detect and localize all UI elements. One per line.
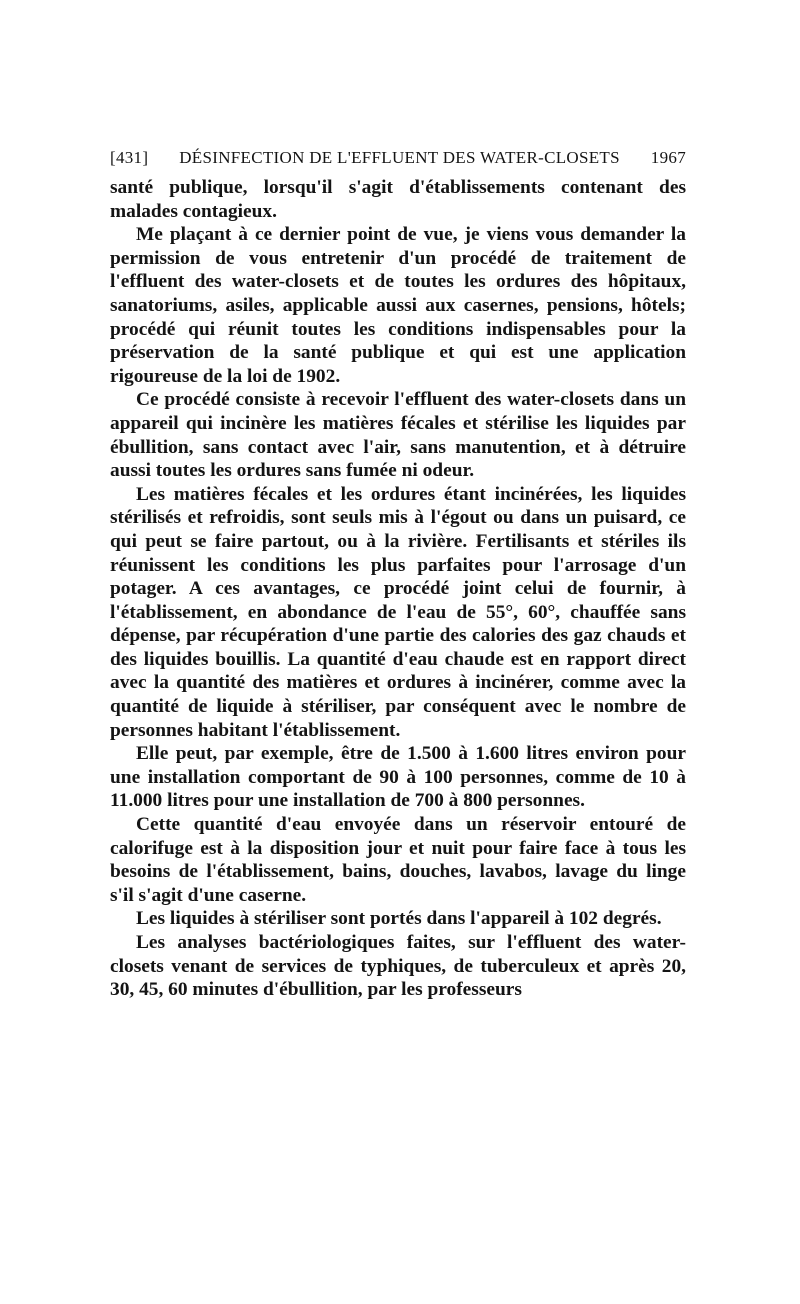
running-title: DÉSINFECTION DE L'EFFLUENT DES WATER-CLOSETS xyxy=(179,148,620,167)
section-number: [431] xyxy=(110,148,149,167)
paragraph: Les liquides à stériliser sont portés dans l'appareil à 102 degrés. xyxy=(136,908,662,930)
paragraph: Les analyses bactériologiques faites, sur l'effluent des water-closets venant de services de typhiques, de tuberculeux et après 20, 30, 45, 60 minutes d'ébullition, par les professeurs xyxy=(110,932,686,1001)
paragraph: Me plaçant à ce dernier point de vue, je viens vous demander la permission de vous entretenir d'un procédé de traitement de l'effluent des water-closets et de toutes les ordures des hôpitaux, sanatoriums, asiles, applicable aussi aux casernes, pensions, hôtels; procédé qui réunit toutes les conditions indispensables pour la préservation de la santé publique et qui est une application rigoureuse de la loi de 1902. xyxy=(110,224,686,387)
paragraph: Cette quantité d'eau envoyée dans un réservoir entouré de calorifuge est à la disposition jour et nuit pour faire face à tous les besoins de l'établissement, bains, douches, lavabos, lavage du linge s'il s'agit d'une caserne. xyxy=(110,814,686,906)
page-number: 1967 xyxy=(650,148,686,167)
running-header xyxy=(110,148,686,168)
paragraph: Elle peut, par exemple, être de 1.500 à 1.600 litres environ pour une installation comportant de 90 à 100 personnes, comme de 10 à 11.000 litres pour une installation de 700 à 800 personnes. xyxy=(110,743,686,812)
document-page xyxy=(110,148,686,1002)
body-text xyxy=(110,176,686,1002)
paragraph: santé publique, lorsqu'il s'agit d'établissements contenant des malades contagieux. xyxy=(110,177,686,222)
paragraph: Ce procédé consiste à recevoir l'effluent des water-closets dans un appareil qui incinère les matières fécales et stérilise les liquides par ébullition, sans contact avec l'air, sans manutention, et à détruire aussi toutes les ordures sans fumée ni odeur. xyxy=(110,389,686,482)
paragraph: Les matières fécales et les ordures étant incinérées, les liquides stérilisés et refroidis, sont seuls mis à l'égout ou dans un puisard, ce qui peut se faire partout, ou à la rivière. Fertilisants et stériles ils réunissent les conditions les plus parfaites pour l'arrosage d'un potager. A ces avantages, ce procédé joint celui de fournir, à l'établissement, en abondance de l'eau de 55°, 60°, chauffée sans dépense, par récupération d'une partie des calories des gaz chauds et des liquides bouillis. La quantité d'eau chaude est en rapport direct avec la quantité des matières et ordures à incinérer, comme avec la quantité de liquide à stériliser, par conséquent avec le nombre de personnes habitant l'établissement. xyxy=(110,483,686,741)
